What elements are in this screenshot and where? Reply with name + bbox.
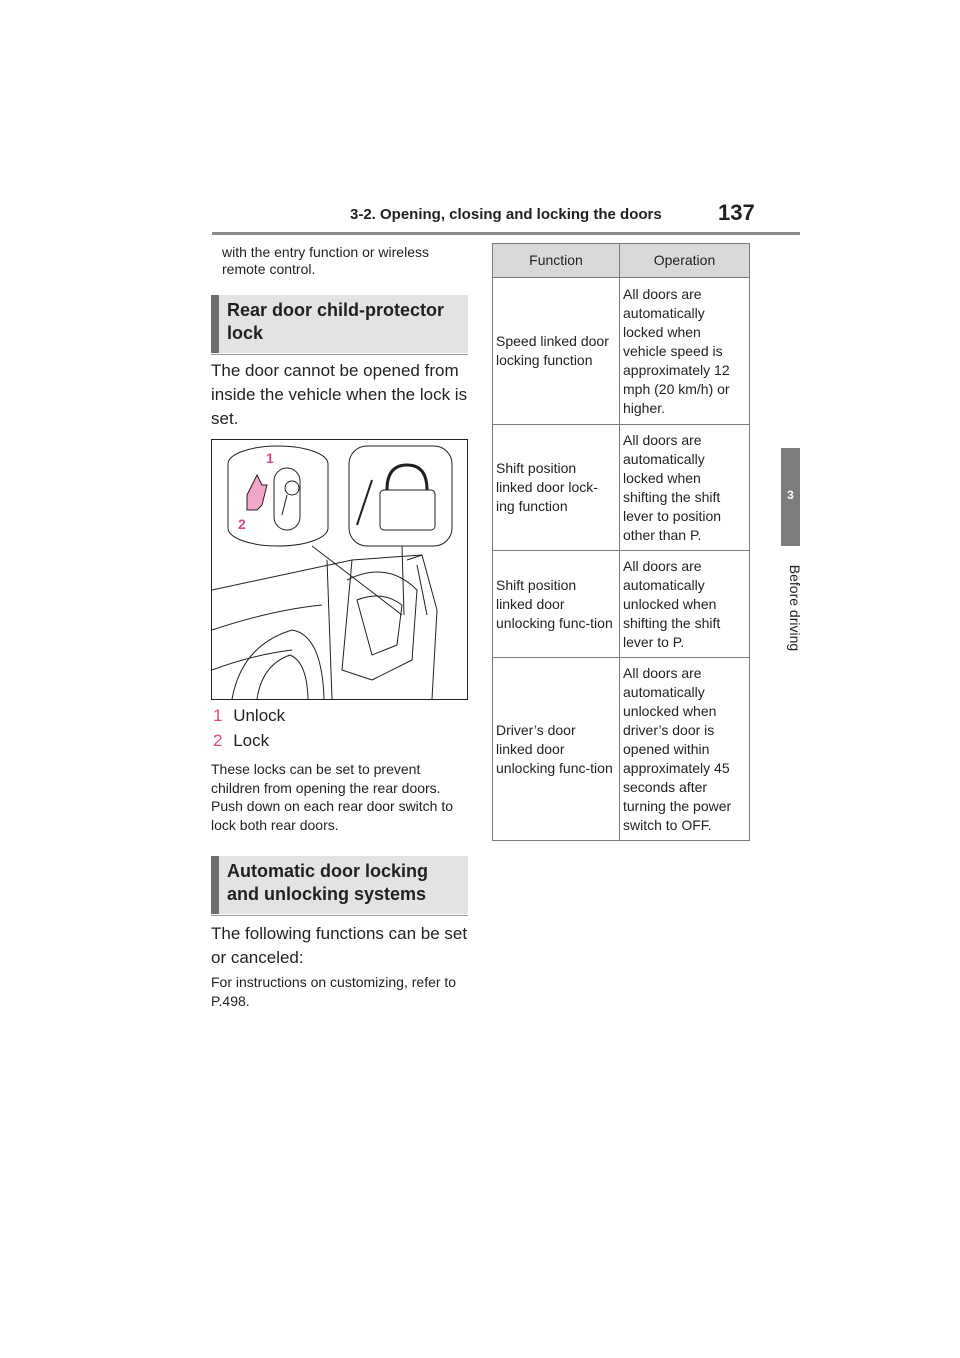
function-cell: Speed linked door locking function (493, 278, 620, 425)
section-rule (211, 915, 468, 916)
child-lock-note: These locks can be set to prevent children from opening the rear doors. Push down on each rear door switch to lock both rear doors. (211, 761, 454, 833)
operation-cell: All doors are automatically locked when vehicle speed is approximately 12 mph (20 km/h) or higher. (620, 278, 750, 425)
function-cell: Shift position linked door lock-ing function (493, 425, 620, 551)
operation-cell: All doors are automatically unlocked when driver’s door is opened within approximately 45 seconds after turning the power switch to OFF. (620, 658, 750, 841)
column-header-function: Function (493, 244, 620, 278)
table-row (493, 658, 750, 841)
child-lock-illustration (211, 439, 468, 700)
function-cell: Shift position linked door unlocking func-tion (493, 551, 620, 658)
chapter-number: 3 (787, 488, 794, 502)
auto-lock-description: The following functions can be set or canceled: (211, 924, 468, 967)
legend-number: 1 (213, 706, 223, 725)
legend-item-unlock (213, 704, 285, 728)
auto-lock-note: For instructions on customizing, refer to P.498. (211, 974, 457, 1009)
header-rule (212, 232, 800, 235)
section-rule (211, 354, 468, 355)
intro-text: with the entry function or wireless remote control. (222, 244, 429, 277)
table-row (493, 551, 750, 658)
section-heading-child-lock: Rear door child-protector lock (211, 295, 468, 353)
child-lock-description: The door cannot be opened from inside the vehicle when the lock is set. (211, 361, 468, 428)
callout-2: 2 (238, 516, 246, 532)
table-row (493, 278, 750, 425)
operation-cell: All doors are automatically unlocked when shifting the shift lever to P. (620, 551, 750, 658)
legend-number: 2 (213, 731, 223, 750)
door-illustration (212, 440, 467, 699)
chapter-label: Before driving (787, 564, 803, 652)
section-title: 3-2. Opening, closing and locking the doors (350, 206, 662, 223)
legend-item-lock (213, 729, 269, 753)
operation-cell: All doors are automatically locked when shifting the shift lever to position other than P. (620, 425, 750, 551)
column-header-operation: Operation (620, 244, 750, 278)
legend-label: Lock (233, 731, 270, 750)
function-table (492, 243, 750, 841)
function-cell: Driver’s door linked door unlocking func-tion (493, 658, 620, 841)
section-heading-auto-lock: Automatic door locking and unlocking systems (211, 856, 468, 914)
table-row (493, 425, 750, 551)
legend-label: Unlock (233, 706, 286, 725)
table-header-row (493, 244, 750, 278)
page-number: 137 (718, 200, 755, 225)
callout-1: 1 (266, 450, 274, 466)
